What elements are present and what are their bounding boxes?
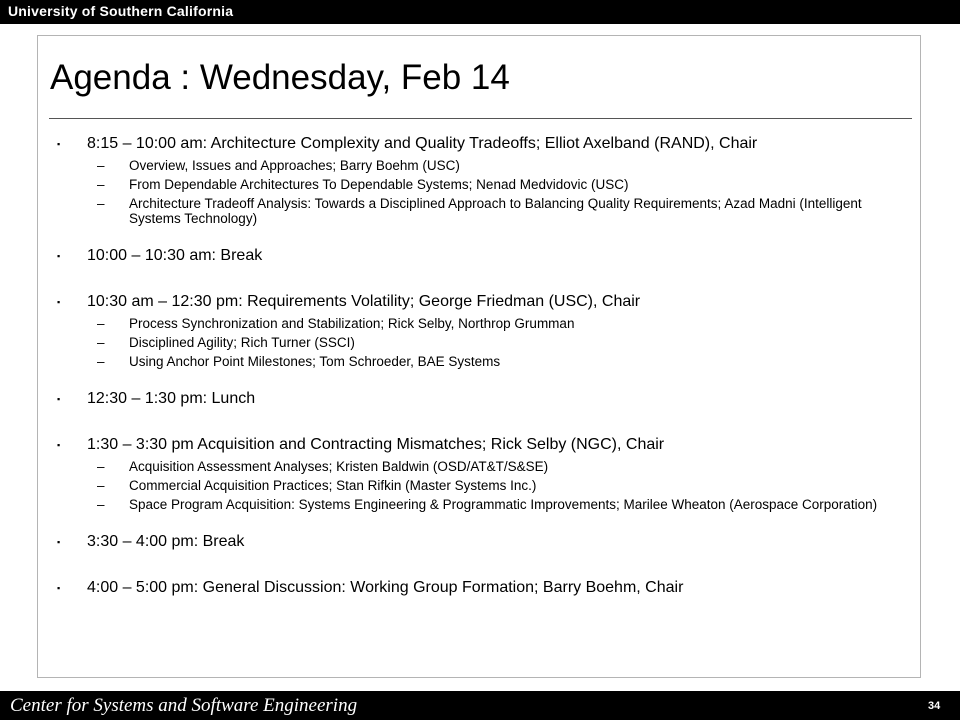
sub-item xyxy=(87,158,905,173)
square-bullet-icon: ▪ xyxy=(57,297,61,307)
agenda-item-text: 10:00 – 10:30 am: Break xyxy=(87,247,263,264)
dash-icon: – xyxy=(97,478,105,493)
dash-icon: – xyxy=(97,459,105,474)
sub-item-list xyxy=(87,459,905,512)
sub-item-list xyxy=(87,158,905,226)
dash-icon: – xyxy=(97,158,105,173)
sub-item-text: Using Anchor Point Milestones; Tom Schroeder, BAE Systems xyxy=(129,354,501,369)
sub-item xyxy=(87,177,905,192)
footer-bar xyxy=(0,691,960,720)
square-bullet-icon: ▪ xyxy=(57,537,61,547)
agenda-item-text: 12:30 – 1:30 pm: Lunch xyxy=(87,390,256,407)
square-bullet-icon: ▪ xyxy=(57,139,61,149)
sub-item xyxy=(87,196,905,226)
sub-item xyxy=(87,459,905,474)
slide-title: Agenda : Wednesday, Feb 14 xyxy=(50,58,510,97)
dash-icon: – xyxy=(97,177,105,192)
agenda-item xyxy=(55,435,905,512)
sub-item-text: Disciplined Agility; Rich Turner (SSCI) xyxy=(129,335,355,350)
sub-item-text: Overview, Issues and Approaches; Barry Boehm (USC) xyxy=(129,158,460,173)
university-name: University of Southern California xyxy=(8,3,234,19)
agenda-item-text: 8:15 – 10:00 am: Architecture Complexity and Quality Tradeoffs; Elliot Axelband (RAND), Chair xyxy=(87,135,758,152)
sub-item xyxy=(87,497,905,512)
square-bullet-icon: ▪ xyxy=(57,251,61,261)
dash-icon: – xyxy=(97,354,105,369)
center-name: Center for Systems and Software Engineering xyxy=(10,695,358,716)
dash-icon: – xyxy=(97,335,105,350)
agenda-item xyxy=(55,532,905,552)
title-divider xyxy=(49,118,912,119)
agenda-item xyxy=(55,578,905,598)
agenda-item-text: 3:30 – 4:00 pm: Break xyxy=(87,533,245,550)
sub-item-list xyxy=(87,316,905,369)
sub-item-text: Space Program Acquisition: Systems Engineering & Programmatic Improvements; Marilee Wheaton (Aerospace Corporation) xyxy=(129,497,878,512)
agenda-item-text: 1:30 – 3:30 pm Acquisition and Contracting Mismatches; Rick Selby (NGC), Chair xyxy=(87,436,665,453)
square-bullet-icon: ▪ xyxy=(57,583,61,593)
agenda-list xyxy=(55,134,905,624)
agenda-item-text: 10:30 am – 12:30 pm: Requirements Volatility; George Friedman (USC), Chair xyxy=(87,293,641,310)
sub-item xyxy=(87,316,905,331)
sub-item xyxy=(87,478,905,493)
agenda-item xyxy=(55,389,905,409)
sub-item-text: Architecture Tradeoff Analysis: Towards a Disciplined Approach to Balancing Quality Requirements; Azad Madni (Intelligent Systems Technology) xyxy=(129,196,862,226)
agenda-item xyxy=(55,246,905,266)
header-bar xyxy=(0,0,960,24)
agenda-item-text: 4:00 – 5:00 pm: General Discussion: Working Group Formation; Barry Boehm, Chair xyxy=(87,579,684,596)
dash-icon: – xyxy=(97,316,105,331)
sub-item-text: Acquisition Assessment Analyses; Kristen Baldwin (OSD/AT&T/S&SE) xyxy=(129,459,549,474)
agenda-item xyxy=(55,134,905,226)
agenda-item xyxy=(55,292,905,369)
square-bullet-icon: ▪ xyxy=(57,394,61,404)
page-number: 34 xyxy=(928,700,941,712)
sub-item-text: From Dependable Architectures To Dependable Systems; Nenad Medvidovic (USC) xyxy=(129,177,629,192)
dash-icon: – xyxy=(97,196,105,211)
square-bullet-icon: ▪ xyxy=(57,440,61,450)
sub-item-text: Commercial Acquisition Practices; Stan Rifkin (Master Systems Inc.) xyxy=(129,478,537,493)
sub-item xyxy=(87,335,905,350)
sub-item xyxy=(87,354,905,369)
dash-icon: – xyxy=(97,497,105,512)
sub-item-text: Process Synchronization and Stabilization; Rick Selby, Northrop Grumman xyxy=(129,316,575,331)
